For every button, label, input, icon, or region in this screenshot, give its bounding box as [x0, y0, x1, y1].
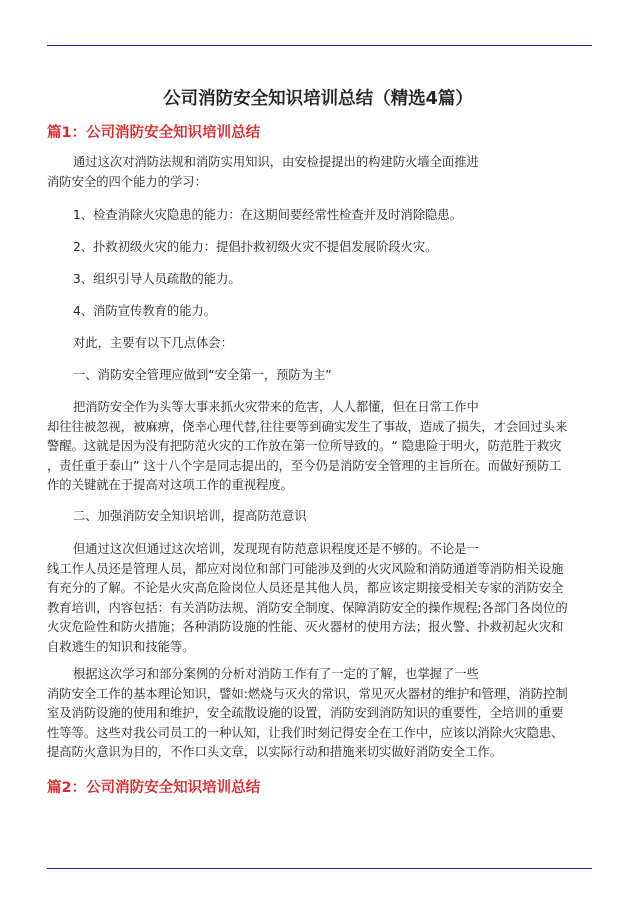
top-rule	[47, 45, 592, 46]
point-2-heading-block	[47, 507, 607, 527]
intro-paragraph	[47, 153, 607, 192]
list-item: 3、组织引导人员疏散的能力。	[73, 271, 241, 286]
text-line: 作的关键就在于提高对这项工作的重视程度。	[47, 478, 293, 493]
point-2-heading: 二、加强消防安全知识培训，提高防范意识	[73, 509, 307, 523]
text-line: 火灾危险性和防火措施；各种消防设施的性能、灭火器材的使用方法；报火警、扑救初起火灾和	[47, 620, 564, 635]
text-line: 室及消防设施的使用和维护，安全疏散设施的设置，消防安到消防知识的重要性，全培训的重要	[47, 706, 564, 721]
section-2-heading: 篇2：公司消防安全知识培训总结	[47, 780, 261, 796]
text-line: 但通过这次但通过这次培训，发现现有防范意识程度还是不够的。不论是一	[73, 542, 479, 556]
summary-lead: 对此，主要有以下几点体会：	[73, 335, 233, 350]
section-1-heading: 篇1：公司消防安全知识培训总结	[47, 125, 261, 141]
item-list	[47, 206, 607, 386]
text-line: 线工作人员还是管理人员，都应对岗位和部门可能涉及到的火灾风险和消防通道等消防相关设施	[47, 561, 564, 576]
text-line: 把消防安全作为头等大事来抓火灾带来的危害，人人都懂，但在日常工作中	[73, 400, 479, 414]
document-title: 公司消防安全知识培训总结（精选4篇）	[163, 89, 473, 109]
text-line: 提高防火意识为目的，不作口头文章，以实际行动和措施来切实做好消防安全工作。	[47, 745, 502, 760]
list-item: 1、检查消除火灾隐患的能力：在这期间要经常性检查并及时消除隐患。	[73, 208, 463, 222]
point-1-paragraph	[47, 398, 607, 496]
list-item: 2、扑救初级火灾的能力：提倡扑救初级火灾不提倡发展阶段火灾。	[73, 239, 438, 254]
text-line: 根据这次学习和部分案例的分析对消防工作有了一定的了解，也掌握了一些	[73, 667, 479, 681]
text-line: 有充分的了解。不论是火灾高危险岗位人员还是其他人员，都应该定期接受相关专家的消防安全	[47, 581, 564, 596]
text-line: 消防安全工作的基本理论知识，譬如:燃烧与灭火的常识，常见灭火器材的维护和管理，消防控制	[47, 686, 568, 701]
text-line: 教育培训，内容包括：有关消防法规、消防安全制度、保障消防安全的操作规程;各部门各岗位的	[47, 600, 568, 615]
point-2-paragraph	[47, 540, 607, 658]
text-line: 警醒。这就是因为没有把防范火灾的工作放在第一位所导致的。“ 隐患险于明火，防范胜于救灾	[47, 439, 562, 454]
bottom-rule	[47, 868, 592, 869]
text-line: ，责任重于泰山” 这十八个字是同志提出的，至今仍是消防安全管理的主旨所在。而做好预防工	[47, 458, 562, 473]
text-line: 性等等。这些对我公司员工的一种认知，让我们时刻记得安全在工作中，应该以消除火灾隐患、	[47, 725, 564, 740]
conclusion-paragraph	[47, 665, 607, 763]
text-line: 通过这次对消防法规和消防实用知识，由安检提提出的构建防火墙全面推进	[73, 155, 479, 169]
point-1-heading: 一、消防安全管理应做到“安全第一，预防为主”	[73, 367, 332, 382]
text-line: 自救逃生的知识和技能等。	[47, 639, 195, 654]
text-line: 却往往被忽视，被麻痹，侥幸心理代替,往往要等到确实发生了事故，造成了损失，才会回过头来	[47, 419, 568, 434]
text-line: 消防安全的四个能力的学习：	[47, 174, 207, 189]
list-item: 4、消防宣传教育的能力。	[73, 303, 217, 318]
